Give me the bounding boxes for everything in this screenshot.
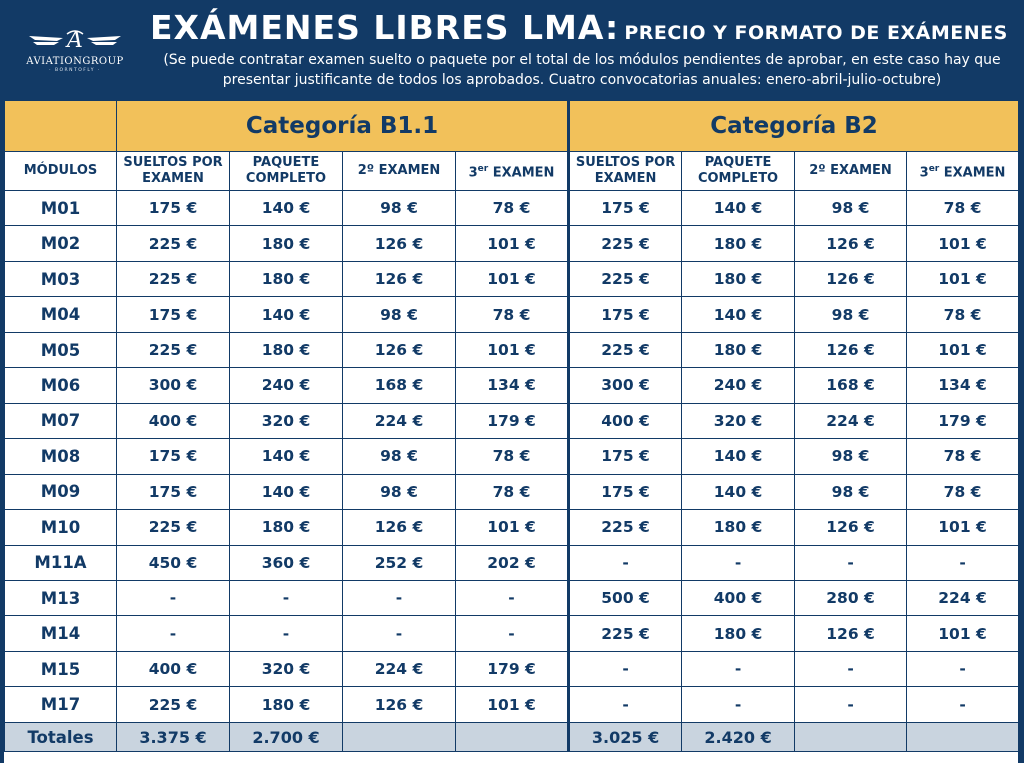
b2-price-cell: 78 € bbox=[907, 439, 1019, 474]
modulos-header: MÓDULOS bbox=[5, 152, 117, 191]
b11-price-cell: 225 € bbox=[117, 510, 230, 545]
third-ord: 3 bbox=[468, 165, 478, 181]
b11-price-cell: 202 € bbox=[456, 545, 569, 580]
title-sub: PRECIO Y FORMATO DE EXÁMENES bbox=[624, 22, 1008, 44]
b11-price-cell: 101 € bbox=[456, 510, 569, 545]
b2-price-cell: 101 € bbox=[907, 510, 1019, 545]
b11-price-cell: 98 € bbox=[343, 439, 456, 474]
b2-price-cell: 126 € bbox=[795, 510, 907, 545]
b2-price-cell: - bbox=[795, 545, 907, 580]
b2-price-cell: 101 € bbox=[907, 616, 1019, 651]
b11-price-cell: 360 € bbox=[230, 545, 343, 580]
b2-price-cell: 240 € bbox=[682, 368, 795, 403]
b2-price-cell: 300 € bbox=[569, 368, 682, 403]
total-cell bbox=[343, 723, 456, 752]
b2-price-cell: 175 € bbox=[569, 191, 682, 226]
b11-price-cell: 400 € bbox=[117, 651, 230, 686]
category-b11-header: Categoría B1.1 bbox=[117, 101, 569, 152]
column-header-row bbox=[5, 152, 1019, 191]
b2-price-cell: 175 € bbox=[569, 297, 682, 332]
b11-price-cell: 252 € bbox=[343, 545, 456, 580]
b2-price-cell: 126 € bbox=[795, 226, 907, 261]
b2-price-cell: 126 € bbox=[795, 616, 907, 651]
third-rest: EXAMEN bbox=[939, 165, 1006, 181]
b11-price-cell: 140 € bbox=[230, 297, 343, 332]
module-cell: M07 bbox=[5, 403, 117, 438]
module-cell: M05 bbox=[5, 332, 117, 367]
module-cell: M13 bbox=[5, 580, 117, 615]
bottom-strip bbox=[4, 752, 1018, 763]
total-cell: 3.025 € bbox=[569, 723, 682, 752]
b11-price-cell: 180 € bbox=[230, 261, 343, 296]
b2-price-cell: - bbox=[907, 687, 1019, 723]
third-ord: 3 bbox=[919, 165, 929, 181]
table-row bbox=[5, 580, 1019, 615]
b11-price-cell: 126 € bbox=[343, 332, 456, 367]
b2-price-cell: 98 € bbox=[795, 297, 907, 332]
b2-sueltos-header bbox=[569, 152, 682, 191]
b11-price-cell: 101 € bbox=[456, 226, 569, 261]
b2-price-cell: 400 € bbox=[569, 403, 682, 438]
b11-second-exam-header: 2º EXAMEN bbox=[343, 152, 456, 191]
b11-price-cell: 225 € bbox=[117, 261, 230, 296]
paquete-line2: COMPLETO bbox=[245, 171, 327, 186]
b2-second-exam-header: 2º EXAMEN bbox=[795, 152, 907, 191]
b2-price-cell: - bbox=[907, 545, 1019, 580]
paquete-line1: PAQUETE bbox=[704, 155, 772, 170]
b11-price-cell: - bbox=[456, 580, 569, 615]
module-cell: M15 bbox=[5, 651, 117, 686]
b2-price-cell: 500 € bbox=[569, 580, 682, 615]
price-table bbox=[4, 100, 1019, 752]
b11-third-exam-header bbox=[456, 152, 569, 191]
b2-price-cell: 78 € bbox=[907, 297, 1019, 332]
b2-price-cell: 126 € bbox=[795, 332, 907, 367]
b2-price-cell: 180 € bbox=[682, 226, 795, 261]
b2-price-cell: - bbox=[569, 651, 682, 686]
b2-price-cell: 78 € bbox=[907, 474, 1019, 509]
b11-price-cell: 126 € bbox=[343, 226, 456, 261]
subtitle: (Se puede contratar examen suelto o paquete por el total de los módulos pendientes de aprobar, en este caso hay que presentar justificante de todos los aprobados. Cuatro convocatorias anuales: enero-abril-julio-octubre) bbox=[163, 52, 1001, 88]
b2-third-exam-header bbox=[907, 152, 1019, 191]
sueltos-line2: EXAMEN bbox=[594, 171, 657, 186]
b11-price-cell: 400 € bbox=[117, 403, 230, 438]
b11-price-cell: 180 € bbox=[230, 687, 343, 723]
b2-price-cell: 225 € bbox=[569, 616, 682, 651]
b11-price-cell: 225 € bbox=[117, 687, 230, 723]
sueltos-line2: EXAMEN bbox=[142, 171, 204, 186]
b2-price-cell: 101 € bbox=[907, 332, 1019, 367]
b2-price-cell: 78 € bbox=[907, 191, 1019, 226]
b11-price-cell: 126 € bbox=[343, 510, 456, 545]
sueltos-line1: SUELTOS POR bbox=[575, 155, 676, 170]
module-cell: M02 bbox=[5, 226, 117, 261]
table-row bbox=[5, 226, 1019, 261]
table-row bbox=[5, 545, 1019, 580]
b11-price-cell: 320 € bbox=[230, 651, 343, 686]
b11-price-cell: 175 € bbox=[117, 191, 230, 226]
totals-label: Totales bbox=[5, 723, 117, 752]
b11-price-cell: - bbox=[456, 616, 569, 651]
b2-price-cell: - bbox=[569, 545, 682, 580]
b11-price-cell: 126 € bbox=[343, 687, 456, 723]
b2-price-cell: - bbox=[682, 687, 795, 723]
b11-price-cell: 300 € bbox=[117, 368, 230, 403]
logo-brand: AVIATIONGROUP bbox=[26, 56, 124, 67]
b11-price-cell: 140 € bbox=[230, 474, 343, 509]
b2-price-cell: 225 € bbox=[569, 510, 682, 545]
b11-price-cell: 225 € bbox=[117, 226, 230, 261]
module-cell: M11A bbox=[5, 545, 117, 580]
b11-price-cell: 98 € bbox=[343, 474, 456, 509]
title-main: EXÁMENES LIBRES LMA: bbox=[150, 8, 620, 47]
b11-price-cell: - bbox=[230, 616, 343, 651]
table-row bbox=[5, 191, 1019, 226]
b11-price-cell: 126 € bbox=[343, 261, 456, 296]
b11-price-cell: 101 € bbox=[456, 261, 569, 296]
b11-price-cell: 224 € bbox=[343, 651, 456, 686]
b2-price-cell: - bbox=[682, 545, 795, 580]
b11-price-cell: 140 € bbox=[230, 191, 343, 226]
b11-price-cell: 78 € bbox=[456, 191, 569, 226]
b11-price-cell: 179 € bbox=[456, 403, 569, 438]
b2-price-cell: 140 € bbox=[682, 297, 795, 332]
table-row bbox=[5, 261, 1019, 296]
total-cell: 3.375 € bbox=[117, 723, 230, 752]
b2-price-cell: 140 € bbox=[682, 474, 795, 509]
total-cell: 2.420 € bbox=[682, 723, 795, 752]
module-cell: M17 bbox=[5, 687, 117, 723]
b2-price-cell: 134 € bbox=[907, 368, 1019, 403]
b11-price-cell: 101 € bbox=[456, 687, 569, 723]
b2-paquete-header bbox=[682, 152, 795, 191]
b2-price-cell: - bbox=[907, 651, 1019, 686]
b11-price-cell: 140 € bbox=[230, 439, 343, 474]
b11-price-cell: 78 € bbox=[456, 474, 569, 509]
category-b2-header: Categoría B2 bbox=[569, 101, 1019, 152]
paquete-line1: PAQUETE bbox=[252, 155, 320, 170]
b2-price-cell: 180 € bbox=[682, 261, 795, 296]
module-cell: M04 bbox=[5, 297, 117, 332]
price-table-body bbox=[5, 191, 1019, 723]
module-cell: M08 bbox=[5, 439, 117, 474]
b11-price-cell: 175 € bbox=[117, 474, 230, 509]
b11-price-cell: 134 € bbox=[456, 368, 569, 403]
b2-price-cell: - bbox=[682, 651, 795, 686]
b2-price-cell: 101 € bbox=[907, 226, 1019, 261]
total-cell: 2.700 € bbox=[230, 723, 343, 752]
b2-price-cell: 180 € bbox=[682, 332, 795, 367]
third-sup: er bbox=[477, 163, 489, 174]
header bbox=[0, 0, 1024, 100]
b11-price-cell: 98 € bbox=[343, 191, 456, 226]
b11-price-cell: 98 € bbox=[343, 297, 456, 332]
total-cell bbox=[795, 723, 907, 752]
table-row bbox=[5, 368, 1019, 403]
b2-price-cell: 140 € bbox=[682, 439, 795, 474]
b11-price-cell: 78 € bbox=[456, 439, 569, 474]
b2-price-cell: 224 € bbox=[907, 580, 1019, 615]
b11-paquete-header bbox=[230, 152, 343, 191]
b2-price-cell: 225 € bbox=[569, 226, 682, 261]
table-row bbox=[5, 616, 1019, 651]
module-cell: M03 bbox=[5, 261, 117, 296]
totals-row bbox=[5, 723, 1019, 752]
b2-price-cell: 101 € bbox=[907, 261, 1019, 296]
b11-price-cell: 240 € bbox=[230, 368, 343, 403]
module-cell: M01 bbox=[5, 191, 117, 226]
b11-price-cell: 168 € bbox=[343, 368, 456, 403]
b2-price-cell: 224 € bbox=[795, 403, 907, 438]
module-cell: M14 bbox=[5, 616, 117, 651]
b2-price-cell: 98 € bbox=[795, 439, 907, 474]
sueltos-line1: SUELTOS POR bbox=[123, 155, 223, 170]
b2-price-cell: 126 € bbox=[795, 261, 907, 296]
b2-price-cell: 168 € bbox=[795, 368, 907, 403]
table-row bbox=[5, 474, 1019, 509]
b2-price-cell: 225 € bbox=[569, 332, 682, 367]
table-row bbox=[5, 297, 1019, 332]
b2-price-cell: - bbox=[795, 687, 907, 723]
b11-price-cell: 78 € bbox=[456, 297, 569, 332]
b11-sueltos-header bbox=[117, 152, 230, 191]
category-header-row bbox=[5, 101, 1019, 152]
b2-price-cell: 179 € bbox=[907, 403, 1019, 438]
b2-price-cell: 320 € bbox=[682, 403, 795, 438]
page-title bbox=[150, 8, 1020, 47]
b2-price-cell: 280 € bbox=[795, 580, 907, 615]
b11-price-cell: 225 € bbox=[117, 332, 230, 367]
b11-price-cell: 450 € bbox=[117, 545, 230, 580]
b11-price-cell: 180 € bbox=[230, 510, 343, 545]
table-row bbox=[5, 510, 1019, 545]
b2-price-cell: 180 € bbox=[682, 616, 795, 651]
aviationgroup-logo bbox=[22, 26, 128, 82]
table-row bbox=[5, 687, 1019, 723]
b2-price-cell: - bbox=[795, 651, 907, 686]
category-blank-cell bbox=[5, 101, 117, 152]
b11-price-cell: 224 € bbox=[343, 403, 456, 438]
b11-price-cell: 320 € bbox=[230, 403, 343, 438]
b11-price-cell: - bbox=[230, 580, 343, 615]
b11-price-cell: - bbox=[117, 616, 230, 651]
total-cell bbox=[456, 723, 569, 752]
b11-price-cell: 175 € bbox=[117, 297, 230, 332]
logo-tagline: · BORNTOFLY · bbox=[49, 68, 101, 73]
module-cell: M09 bbox=[5, 474, 117, 509]
paquete-line2: COMPLETO bbox=[697, 171, 779, 186]
b2-price-cell: 175 € bbox=[569, 439, 682, 474]
b11-price-cell: - bbox=[343, 616, 456, 651]
svg-text:A: A bbox=[67, 28, 83, 53]
b2-price-cell: 175 € bbox=[569, 474, 682, 509]
b2-price-cell: 98 € bbox=[795, 191, 907, 226]
third-sup: er bbox=[928, 163, 940, 174]
winged-logo-icon bbox=[27, 26, 123, 54]
table-row bbox=[5, 332, 1019, 367]
module-cell: M06 bbox=[5, 368, 117, 403]
b11-price-cell: - bbox=[343, 580, 456, 615]
b2-price-cell: 98 € bbox=[795, 474, 907, 509]
b11-price-cell: 179 € bbox=[456, 651, 569, 686]
third-rest: EXAMEN bbox=[488, 165, 555, 181]
b11-price-cell: 180 € bbox=[230, 226, 343, 261]
b11-price-cell: 180 € bbox=[230, 332, 343, 367]
table-row bbox=[5, 403, 1019, 438]
b11-price-cell: 101 € bbox=[456, 332, 569, 367]
total-cell bbox=[907, 723, 1019, 752]
b2-price-cell: 225 € bbox=[569, 261, 682, 296]
b2-price-cell: 180 € bbox=[682, 510, 795, 545]
table-row bbox=[5, 439, 1019, 474]
b2-price-cell: 400 € bbox=[682, 580, 795, 615]
b2-price-cell: - bbox=[569, 687, 682, 723]
table-row bbox=[5, 651, 1019, 686]
b2-price-cell: 140 € bbox=[682, 191, 795, 226]
module-cell: M10 bbox=[5, 510, 117, 545]
b11-price-cell: 175 € bbox=[117, 439, 230, 474]
b11-price-cell: - bbox=[117, 580, 230, 615]
